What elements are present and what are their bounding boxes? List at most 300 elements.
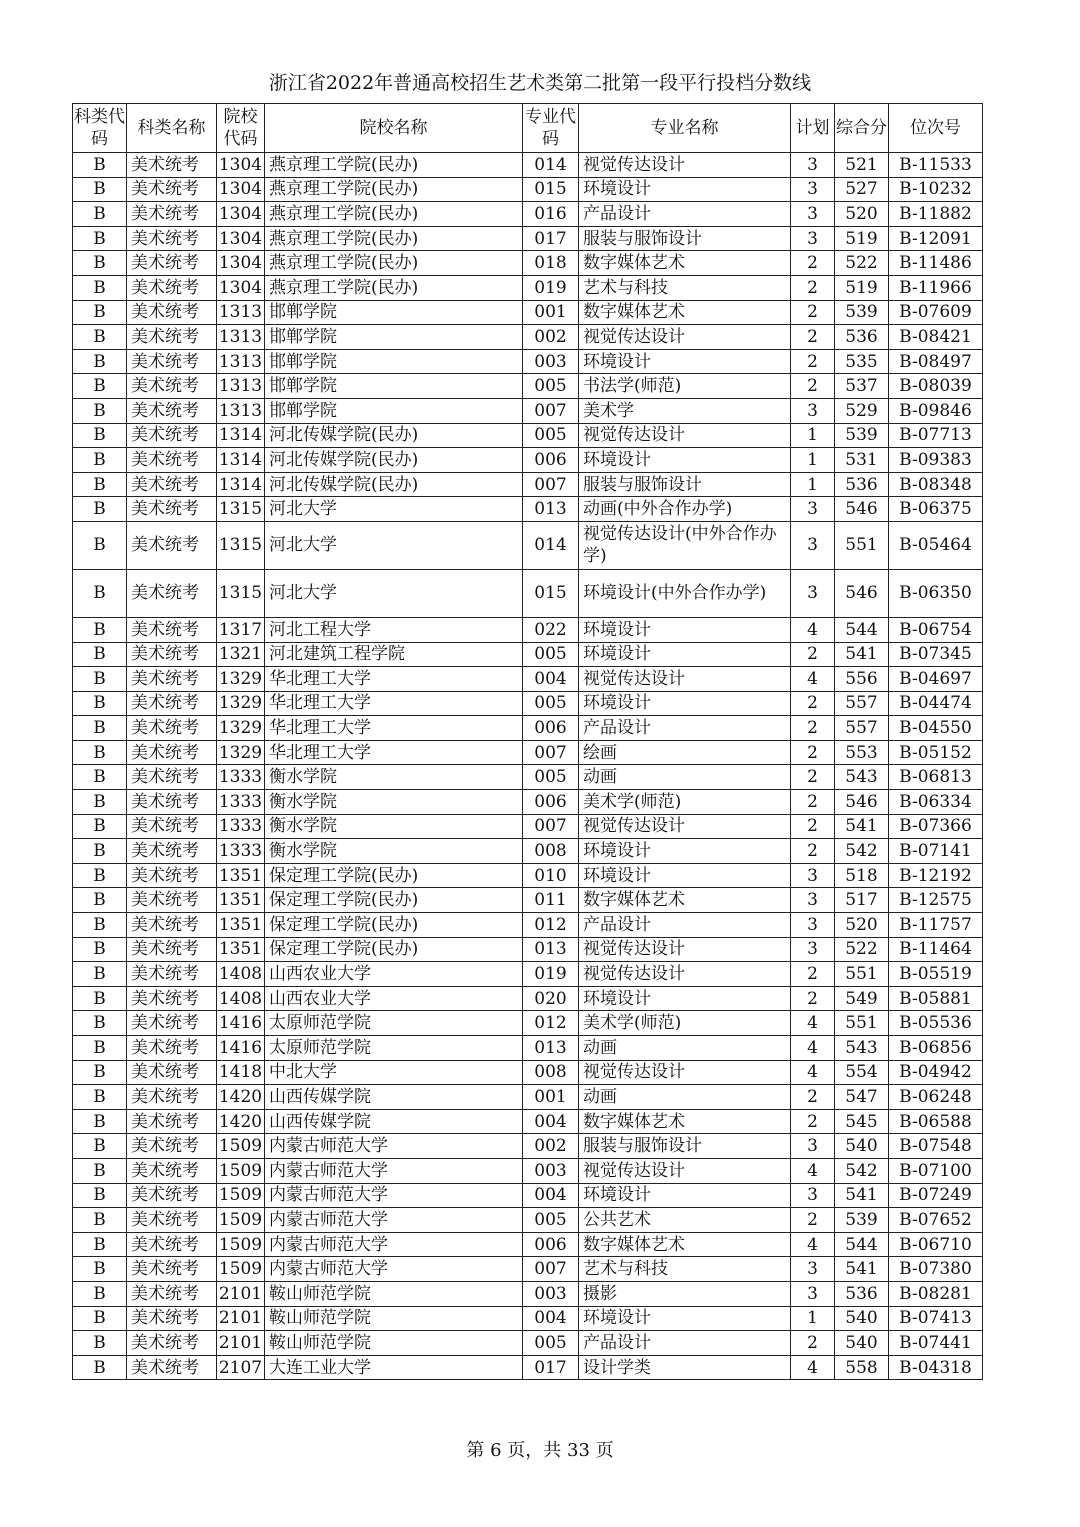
cell-major-code: 004	[523, 1183, 579, 1208]
cell-plan: 4	[791, 1060, 835, 1085]
cell-rank: B-11966	[889, 275, 983, 300]
cell-category-code: B	[73, 1183, 127, 1208]
cell-plan: 4	[791, 1355, 835, 1380]
cell-category-name: 美术统考	[127, 398, 217, 423]
cell-rank: B-06710	[889, 1232, 983, 1257]
cell-category-code: B	[73, 1281, 127, 1306]
table-row	[73, 667, 983, 692]
cell-category-code: B	[73, 1257, 127, 1282]
cell-school-code: 1333	[217, 814, 265, 839]
cell-category-code: B	[73, 1158, 127, 1183]
cell-school-code: 1408	[217, 962, 265, 987]
cell-category-name: 美术统考	[127, 1134, 217, 1159]
cell-school-name: 燕京理工学院(民办)	[265, 177, 523, 202]
cell-school-name: 邯郸学院	[265, 374, 523, 399]
cell-school-code: 1351	[217, 937, 265, 962]
cell-category-code: B	[73, 251, 127, 276]
cell-score: 544	[835, 617, 889, 642]
cell-score: 551	[835, 521, 889, 569]
cell-score: 536	[835, 1281, 889, 1306]
cell-major-code: 012	[523, 913, 579, 938]
cell-major-name: 数字媒体艺术	[579, 300, 791, 325]
cell-plan: 2	[791, 1208, 835, 1233]
header-major-name: 专业名称	[579, 104, 791, 153]
cell-major-code: 006	[523, 790, 579, 815]
table-row	[73, 1208, 983, 1233]
cell-plan: 2	[791, 691, 835, 716]
cell-category-name: 美术统考	[127, 716, 217, 741]
cell-category-code: B	[73, 913, 127, 938]
cell-school-name: 内蒙古师范大学	[265, 1232, 523, 1257]
cell-score: 537	[835, 374, 889, 399]
table-row	[73, 398, 983, 423]
cell-category-name: 美术统考	[127, 888, 217, 913]
cell-score: 556	[835, 667, 889, 692]
cell-school-code: 1313	[217, 300, 265, 325]
table-row	[73, 740, 983, 765]
cell-school-code: 1418	[217, 1060, 265, 1085]
cell-major-name: 环境设计	[579, 642, 791, 667]
cell-major-name: 艺术与科技	[579, 1257, 791, 1282]
cell-category-name: 美术统考	[127, 1183, 217, 1208]
cell-plan: 3	[791, 1134, 835, 1159]
cell-major-name: 环境设计	[579, 1306, 791, 1331]
cell-category-name: 美术统考	[127, 617, 217, 642]
cell-category-name: 美术统考	[127, 667, 217, 692]
cell-category-name: 美术统考	[127, 765, 217, 790]
cell-school-code: 2101	[217, 1281, 265, 1306]
cell-school-code: 1333	[217, 839, 265, 864]
table-row	[73, 251, 983, 276]
cell-major-name: 书法学(师范)	[579, 374, 791, 399]
table-row	[73, 888, 983, 913]
cell-category-name: 美术统考	[127, 1281, 217, 1306]
cell-plan: 4	[791, 667, 835, 692]
table-row	[73, 716, 983, 741]
cell-category-code: B	[73, 716, 127, 741]
cell-score: 540	[835, 1306, 889, 1331]
table-row	[73, 765, 983, 790]
cell-major-code: 010	[523, 863, 579, 888]
cell-school-code: 2101	[217, 1306, 265, 1331]
cell-score: 536	[835, 325, 889, 350]
cell-major-code: 004	[523, 1109, 579, 1134]
cell-category-name: 美术统考	[127, 1011, 217, 1036]
cell-category-name: 美术统考	[127, 1306, 217, 1331]
cell-rank: B-05152	[889, 740, 983, 765]
page-footer: 第 6 页，共 33 页	[466, 1440, 614, 1461]
cell-category-code: B	[73, 497, 127, 522]
cell-school-code: 1315	[217, 569, 265, 617]
cell-major-code: 014	[523, 521, 579, 569]
cell-major-name: 美术学(师范)	[579, 790, 791, 815]
table-row	[73, 1232, 983, 1257]
header-rank: 位次号	[889, 104, 983, 153]
cell-plan: 2	[791, 1331, 835, 1356]
cell-category-code: B	[73, 986, 127, 1011]
cell-rank: B-09383	[889, 448, 983, 473]
cell-major-code: 014	[523, 153, 579, 178]
cell-plan: 4	[791, 617, 835, 642]
cell-major-code: 002	[523, 1134, 579, 1159]
cell-category-name: 美术统考	[127, 790, 217, 815]
cell-major-code: 003	[523, 349, 579, 374]
cell-rank: B-09846	[889, 398, 983, 423]
table-row	[73, 423, 983, 448]
cell-score: 558	[835, 1355, 889, 1380]
table-row	[73, 790, 983, 815]
cell-rank: B-07141	[889, 839, 983, 864]
table-row	[73, 349, 983, 374]
cell-major-code: 022	[523, 617, 579, 642]
cell-rank: B-04318	[889, 1355, 983, 1380]
cell-category-name: 美术统考	[127, 1158, 217, 1183]
cell-major-name: 数字媒体艺术	[579, 251, 791, 276]
cell-category-code: B	[73, 765, 127, 790]
cell-school-code: 1420	[217, 1085, 265, 1110]
cell-rank: B-12192	[889, 863, 983, 888]
cell-school-name: 鞍山师范学院	[265, 1306, 523, 1331]
cell-score: 546	[835, 497, 889, 522]
cell-category-code: B	[73, 1109, 127, 1134]
cell-score: 557	[835, 716, 889, 741]
cell-plan: 3	[791, 497, 835, 522]
cell-category-code: B	[73, 839, 127, 864]
cell-plan: 3	[791, 937, 835, 962]
cell-major-name: 视觉传达设计	[579, 153, 791, 178]
cell-score: 519	[835, 226, 889, 251]
cell-major-code: 019	[523, 962, 579, 987]
cell-school-code: 1333	[217, 790, 265, 815]
cell-plan: 3	[791, 1257, 835, 1282]
cell-plan: 3	[791, 226, 835, 251]
cell-rank: B-11464	[889, 937, 983, 962]
cell-score: 539	[835, 1208, 889, 1233]
cell-plan: 2	[791, 251, 835, 276]
cell-rank: B-08421	[889, 325, 983, 350]
table-body	[73, 153, 983, 1380]
cell-plan: 2	[791, 300, 835, 325]
cell-school-name: 衡水学院	[265, 790, 523, 815]
cell-major-code: 016	[523, 202, 579, 227]
cell-plan: 2	[791, 1085, 835, 1110]
cell-major-name: 环境设计	[579, 691, 791, 716]
cell-score: 551	[835, 1011, 889, 1036]
cell-major-code: 008	[523, 1060, 579, 1085]
table-row	[73, 226, 983, 251]
cell-school-name: 鞍山师范学院	[265, 1331, 523, 1356]
cell-major-name: 环境设计	[579, 177, 791, 202]
cell-category-code: B	[73, 325, 127, 350]
header-category-name: 科类名称	[127, 104, 217, 153]
cell-category-name: 美术统考	[127, 325, 217, 350]
cell-category-name: 美术统考	[127, 349, 217, 374]
cell-school-name: 山西农业大学	[265, 962, 523, 987]
header-plan: 计划	[791, 104, 835, 153]
cell-school-code: 1333	[217, 765, 265, 790]
cell-school-name: 邯郸学院	[265, 325, 523, 350]
table-row	[73, 325, 983, 350]
cell-school-code: 1509	[217, 1232, 265, 1257]
cell-category-code: B	[73, 1036, 127, 1061]
cell-major-code: 005	[523, 1208, 579, 1233]
cell-school-name: 河北传媒学院(民办)	[265, 448, 523, 473]
cell-school-name: 太原师范学院	[265, 1036, 523, 1061]
cell-category-name: 美术统考	[127, 374, 217, 399]
cell-rank: B-04942	[889, 1060, 983, 1085]
cell-rank: B-07345	[889, 642, 983, 667]
cell-major-name: 产品设计	[579, 716, 791, 741]
cell-category-name: 美术统考	[127, 814, 217, 839]
cell-category-code: B	[73, 1060, 127, 1085]
cell-major-name: 摄影	[579, 1281, 791, 1306]
cell-school-code: 1304	[217, 226, 265, 251]
cell-school-code: 1314	[217, 472, 265, 497]
cell-plan: 2	[791, 962, 835, 987]
table-row	[73, 497, 983, 522]
cell-school-name: 河北工程大学	[265, 617, 523, 642]
cell-rank: B-04550	[889, 716, 983, 741]
cell-score: 535	[835, 349, 889, 374]
cell-category-code: B	[73, 667, 127, 692]
cell-school-code: 1416	[217, 1011, 265, 1036]
cell-major-code: 019	[523, 275, 579, 300]
cell-major-code: 018	[523, 251, 579, 276]
cell-category-name: 美术统考	[127, 642, 217, 667]
cell-plan: 2	[791, 325, 835, 350]
cell-major-name: 视觉传达设计(中外合作办学)	[579, 521, 791, 569]
cell-school-code: 1416	[217, 1036, 265, 1061]
cell-rank: B-07609	[889, 300, 983, 325]
cell-score: 520	[835, 202, 889, 227]
table-header-row	[73, 104, 983, 153]
cell-major-name: 视觉传达设计	[579, 962, 791, 987]
cell-score: 557	[835, 691, 889, 716]
cell-major-code: 004	[523, 667, 579, 692]
cell-rank: B-06248	[889, 1085, 983, 1110]
cell-category-name: 美术统考	[127, 740, 217, 765]
cell-category-name: 美术统考	[127, 986, 217, 1011]
cell-plan: 3	[791, 1281, 835, 1306]
cell-plan: 2	[791, 765, 835, 790]
table-row	[73, 642, 983, 667]
cell-score: 529	[835, 398, 889, 423]
cell-category-code: B	[73, 937, 127, 962]
cell-plan: 2	[791, 716, 835, 741]
cell-plan: 4	[791, 1011, 835, 1036]
cell-rank: B-05519	[889, 962, 983, 987]
cell-school-code: 1351	[217, 863, 265, 888]
cell-school-code: 1329	[217, 740, 265, 765]
cell-school-code: 1313	[217, 325, 265, 350]
table-row	[73, 1331, 983, 1356]
cell-school-name: 保定理工学院(民办)	[265, 913, 523, 938]
cell-score: 549	[835, 986, 889, 1011]
header-school-name: 院校名称	[265, 104, 523, 153]
table-row	[73, 962, 983, 987]
cell-category-name: 美术统考	[127, 691, 217, 716]
cell-category-name: 美术统考	[127, 202, 217, 227]
cell-rank: B-12091	[889, 226, 983, 251]
cell-school-name: 衡水学院	[265, 814, 523, 839]
cell-school-name: 中北大学	[265, 1060, 523, 1085]
cell-plan: 2	[791, 814, 835, 839]
cell-score: 541	[835, 1183, 889, 1208]
cell-rank: B-07380	[889, 1257, 983, 1282]
cell-category-name: 美术统考	[127, 226, 217, 251]
cell-plan: 2	[791, 275, 835, 300]
cell-major-name: 视觉传达设计	[579, 1158, 791, 1183]
cell-major-code: 007	[523, 740, 579, 765]
cell-school-name: 衡水学院	[265, 839, 523, 864]
cell-category-name: 美术统考	[127, 275, 217, 300]
cell-score: 536	[835, 472, 889, 497]
cell-plan: 2	[791, 839, 835, 864]
cell-category-code: B	[73, 1232, 127, 1257]
cell-rank: B-06375	[889, 497, 983, 522]
cell-category-code: B	[73, 814, 127, 839]
cell-category-code: B	[73, 863, 127, 888]
cell-school-name: 燕京理工学院(民办)	[265, 153, 523, 178]
cell-category-code: B	[73, 521, 127, 569]
cell-score: 527	[835, 177, 889, 202]
cell-school-name: 鞍山师范学院	[265, 1281, 523, 1306]
cell-school-name: 保定理工学院(民办)	[265, 937, 523, 962]
cell-category-code: B	[73, 691, 127, 716]
cell-plan: 2	[791, 349, 835, 374]
cell-major-code: 001	[523, 1085, 579, 1110]
cell-school-name: 内蒙古师范大学	[265, 1257, 523, 1282]
cell-school-code: 1351	[217, 888, 265, 913]
cell-major-code: 017	[523, 226, 579, 251]
cell-rank: B-06813	[889, 765, 983, 790]
cell-score: 545	[835, 1109, 889, 1134]
cell-plan: 3	[791, 177, 835, 202]
cell-major-name: 数字媒体艺术	[579, 1232, 791, 1257]
cell-major-name: 美术学	[579, 398, 791, 423]
cell-category-name: 美术统考	[127, 839, 217, 864]
admission-score-table	[72, 103, 983, 1380]
cell-major-code: 002	[523, 325, 579, 350]
cell-major-code: 005	[523, 642, 579, 667]
cell-category-code: B	[73, 448, 127, 473]
cell-school-name: 邯郸学院	[265, 300, 523, 325]
cell-category-code: B	[73, 642, 127, 667]
cell-score: 519	[835, 275, 889, 300]
cell-school-code: 1420	[217, 1109, 265, 1134]
cell-rank: B-07548	[889, 1134, 983, 1159]
cell-major-name: 环境设计	[579, 349, 791, 374]
cell-rank: B-04697	[889, 667, 983, 692]
table-row	[73, 617, 983, 642]
cell-school-name: 大连工业大学	[265, 1355, 523, 1380]
cell-school-code: 1314	[217, 448, 265, 473]
cell-plan: 1	[791, 1306, 835, 1331]
cell-major-name: 公共艺术	[579, 1208, 791, 1233]
cell-category-code: B	[73, 300, 127, 325]
cell-score: 522	[835, 251, 889, 276]
cell-rank: B-11486	[889, 251, 983, 276]
table-row	[73, 1060, 983, 1085]
cell-category-name: 美术统考	[127, 1208, 217, 1233]
cell-category-name: 美术统考	[127, 863, 217, 888]
cell-category-code: B	[73, 398, 127, 423]
table-row	[73, 1306, 983, 1331]
cell-school-name: 河北传媒学院(民办)	[265, 472, 523, 497]
cell-school-code: 1313	[217, 398, 265, 423]
cell-school-code: 1313	[217, 349, 265, 374]
table-row	[73, 1257, 983, 1282]
cell-rank: B-07366	[889, 814, 983, 839]
cell-major-code: 013	[523, 497, 579, 522]
cell-school-name: 华北理工大学	[265, 716, 523, 741]
cell-score: 531	[835, 448, 889, 473]
cell-major-code: 008	[523, 839, 579, 864]
table-row	[73, 1355, 983, 1380]
cell-plan: 4	[791, 1232, 835, 1257]
cell-major-name: 产品设计	[579, 1331, 791, 1356]
cell-major-name: 视觉传达设计	[579, 423, 791, 448]
cell-rank: B-06754	[889, 617, 983, 642]
cell-school-name: 燕京理工学院(民办)	[265, 226, 523, 251]
cell-major-name: 产品设计	[579, 913, 791, 938]
cell-major-name: 动画(中外合作办学)	[579, 497, 791, 522]
cell-score: 553	[835, 740, 889, 765]
cell-major-name: 视觉传达设计	[579, 325, 791, 350]
cell-plan: 1	[791, 423, 835, 448]
cell-major-name: 视觉传达设计	[579, 1060, 791, 1085]
cell-school-code: 1509	[217, 1208, 265, 1233]
cell-school-name: 邯郸学院	[265, 398, 523, 423]
cell-plan: 3	[791, 398, 835, 423]
cell-school-code: 1408	[217, 986, 265, 1011]
cell-major-code: 005	[523, 1331, 579, 1356]
cell-rank: B-07249	[889, 1183, 983, 1208]
cell-school-name: 保定理工学院(民办)	[265, 863, 523, 888]
cell-school-name: 山西传媒学院	[265, 1085, 523, 1110]
cell-school-code: 1329	[217, 716, 265, 741]
cell-rank: B-06588	[889, 1109, 983, 1134]
table-row	[73, 1011, 983, 1036]
cell-score: 522	[835, 937, 889, 962]
table-row	[73, 937, 983, 962]
cell-school-name: 燕京理工学院(民办)	[265, 275, 523, 300]
cell-major-name: 环境设计	[579, 448, 791, 473]
cell-school-code: 1315	[217, 521, 265, 569]
cell-school-name: 河北大学	[265, 521, 523, 569]
cell-school-name: 华北理工大学	[265, 740, 523, 765]
cell-school-code: 1509	[217, 1257, 265, 1282]
cell-major-code: 005	[523, 423, 579, 448]
table-row	[73, 839, 983, 864]
cell-major-name: 环境设计	[579, 839, 791, 864]
cell-category-name: 美术统考	[127, 448, 217, 473]
table-row	[73, 300, 983, 325]
cell-major-code: 007	[523, 814, 579, 839]
cell-category-name: 美术统考	[127, 423, 217, 448]
cell-category-name: 美术统考	[127, 300, 217, 325]
cell-rank: B-07100	[889, 1158, 983, 1183]
cell-major-name: 环境设计	[579, 986, 791, 1011]
cell-major-name: 绘画	[579, 740, 791, 765]
cell-category-code: B	[73, 569, 127, 617]
cell-school-name: 华北理工大学	[265, 667, 523, 692]
cell-rank: B-07441	[889, 1331, 983, 1356]
cell-school-code: 1304	[217, 153, 265, 178]
cell-rank: B-07413	[889, 1306, 983, 1331]
cell-category-code: B	[73, 1011, 127, 1036]
table-row	[73, 1158, 983, 1183]
